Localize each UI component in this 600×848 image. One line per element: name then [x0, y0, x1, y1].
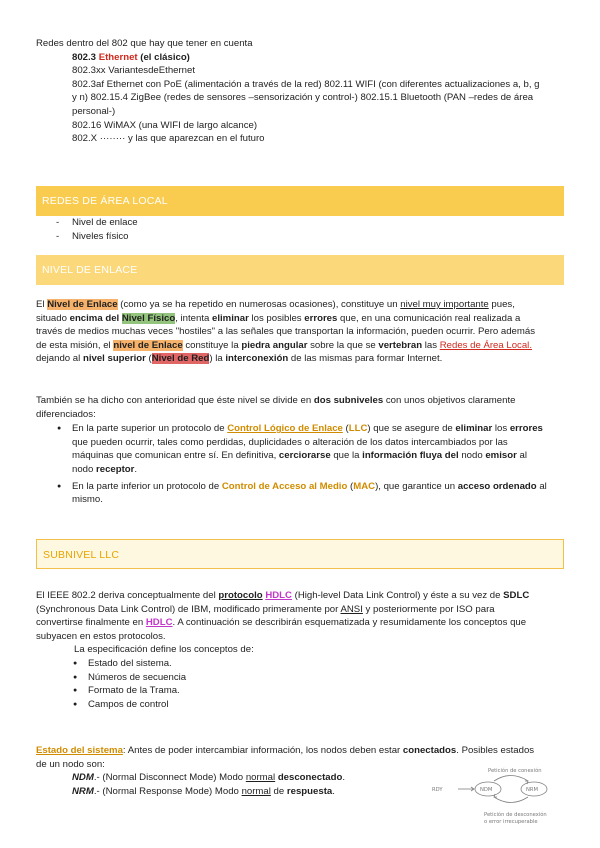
- intro-heading: Redes dentro del 802 que hay que tener en cuenta: [36, 38, 253, 49]
- bullet-mac: ● En la parte inferior un protocolo de Control de Acceso al Medio (MAC), que garantice un acceso ordenado al mismo.: [36, 480, 564, 507]
- section-header-redes: REDES DE ÁREA LOCAL: [36, 186, 564, 216]
- link-hdlc[interactable]: HDLC: [145, 617, 173, 629]
- highlight-nivel-fisico: Nivel Físico: [121, 312, 176, 324]
- standard-list-line: 802.3af Ethernet con PoE (alimentación a través de la red) 802.11 WIFI (con diferentes actualizaciones a, b, g: [72, 78, 540, 90]
- arrow-disconnect: [494, 797, 528, 803]
- highlight-nivel-enlace: nivel de Enlace: [113, 339, 183, 351]
- link-redes-area-local[interactable]: Redes de Área Local.: [439, 339, 532, 351]
- intro-block: [36, 37, 564, 146]
- diagram-bottom-label: o error irrecuperable: [484, 819, 538, 825]
- bullet-llc: ● En la parte superior un protocolo de Control Lógico de Enlace (LLC) que se asegure de eliminar los errores que pueden ocurrir, tales como perdidas, duplicidades o alteración de los datos intercambiados por las máquinas que comunican entre sí. En definitiva, cerciorarse que la información fluya del nodo emisor al nodo receptor.: [36, 422, 564, 476]
- standard-802x: 802.X ········ y las que aparezcan en el futuro: [72, 133, 265, 145]
- standard-list-line: y n) 802.15.4 ZigBee (redes de sensores –sensorización y control-) 802.15.1 Bluetooth (PAN –redes de área: [72, 92, 534, 104]
- link-control-logico-enlace[interactable]: Control Lógico de Enlace: [227, 423, 343, 435]
- standard-list-line: personal-): [72, 105, 116, 117]
- list-item: - Nivel de enlace: [36, 216, 564, 230]
- nivel-enlace-paragraph: El Nivel de Enlace (como ya se ha repetido en numerosas ocasiones), constituye un nivel muy importante pues, situado encima del Nivel Físico, intenta eliminar los posibles errores que, en una comunicación real realizada a través de medios muchas veces "hostiles" a las señales que transportan la información, pueden ocurrir. Pero además de esta misión, el nivel de Enlace constituye la piedra angular sobre la que se vertebran las Redes de Área Local. dejando al nivel superior (Nivel de Red) la interconexión de las mismas para formar Internet.: [36, 299, 536, 365]
- concept-item: ● Números de secuencia: [36, 671, 564, 685]
- state-ndm: NDM.- (Normal Disconnect Mode) Modo normal desconectado.: [72, 772, 345, 784]
- list-item: - Niveles físico: [36, 230, 564, 244]
- link-ansi[interactable]: ANSI: [340, 603, 363, 615]
- section1-list: [36, 216, 564, 243]
- link-hdlc[interactable]: HDLC: [265, 590, 292, 601]
- standard-8023: 802.3 Ethernet (el clásico): [72, 51, 190, 63]
- section-header-nivel-enlace: NIVEL DE ENLACE: [36, 255, 564, 285]
- section-header-subnivel-llc: SUBNIVEL LLC: [36, 539, 564, 569]
- highlight-nivel-enlace: Nivel de Enlace: [47, 299, 118, 310]
- state-diagram: [428, 764, 572, 826]
- subnivel-llc-paragraph: El IEEE 802.2 deriva conceptualmente del protocolo HDLC (High-level Data Link Control) y éste a su vez de SDLC (Synchronous Data Link Control) de IBM, modificado primeramente por ANSI y posteriormente por ISO para convertirse finalmente en HDLC. A continuación se describirán esquematizada y resumidamente los conceptos que subyacen en estos protocolos. La especificación define los conceptos de: ● Estado del sistema. ● Números de secuencia ● Formato de la Trama. ● Campos de control: [36, 589, 564, 711]
- subniveles-paragraph: También se ha dicho con anterioridad que éste nivel se divide en dos subniveles con unos objetivos claramente diferenciados: ● En la parte superior un protocolo de Control Lógico de Enlace (LLC) que se asegure de eliminar los errores que pueden ocurrir, tales como perdidas, duplicidades o alteración de los datos intercambiados por las máquinas que comunican entre sí. En definitiva, cerciorarse que la información fluya del nodo emisor al nodo receptor. ● En la parte inferior un protocolo de Control de Acceso al Medio (MAC), que garantice un acceso ordenado al mismo.: [36, 394, 564, 507]
- concept-item: ● Formato de la Trama.: [36, 684, 564, 698]
- state-nrm: NRM.- (Normal Response Mode) Modo normal de respuesta.: [72, 785, 335, 797]
- diagram-top-label: Petición de conexión: [488, 768, 542, 774]
- estado-sistema-paragraph: Estado del sistema: Antes de poder intercambiar información, los nodos deben estar conectados. Posibles estados de un nodo son: NDM.- (Normal Disconnect Mode) Modo normal desconectado. NRM.- (Normal Response Mode) Modo normal de respuesta.: [36, 744, 564, 798]
- link-estado-sistema[interactable]: Estado del sistema: [36, 745, 123, 756]
- standard-80216: 802.16 WiMAX (una WIFI de largo alcance): [72, 119, 258, 131]
- spec-intro: La especificación define los conceptos de:: [74, 644, 254, 656]
- diagram-bottom-label: Petición de desconexión: [484, 812, 547, 818]
- diagram-nrm-label: NRM: [526, 787, 538, 793]
- diagram-ndm-label: NDM: [480, 787, 493, 793]
- concept-item: ● Estado del sistema.: [36, 657, 564, 671]
- standard-8023xx: 802.3xx VariantesdeEthernet: [72, 65, 196, 77]
- diagram-rdy-label: RDY: [432, 787, 443, 793]
- concept-item: ● Campos de control: [36, 698, 564, 712]
- highlight-nivel-red: Nivel de Red: [151, 353, 210, 365]
- arrow-connect: [494, 776, 528, 782]
